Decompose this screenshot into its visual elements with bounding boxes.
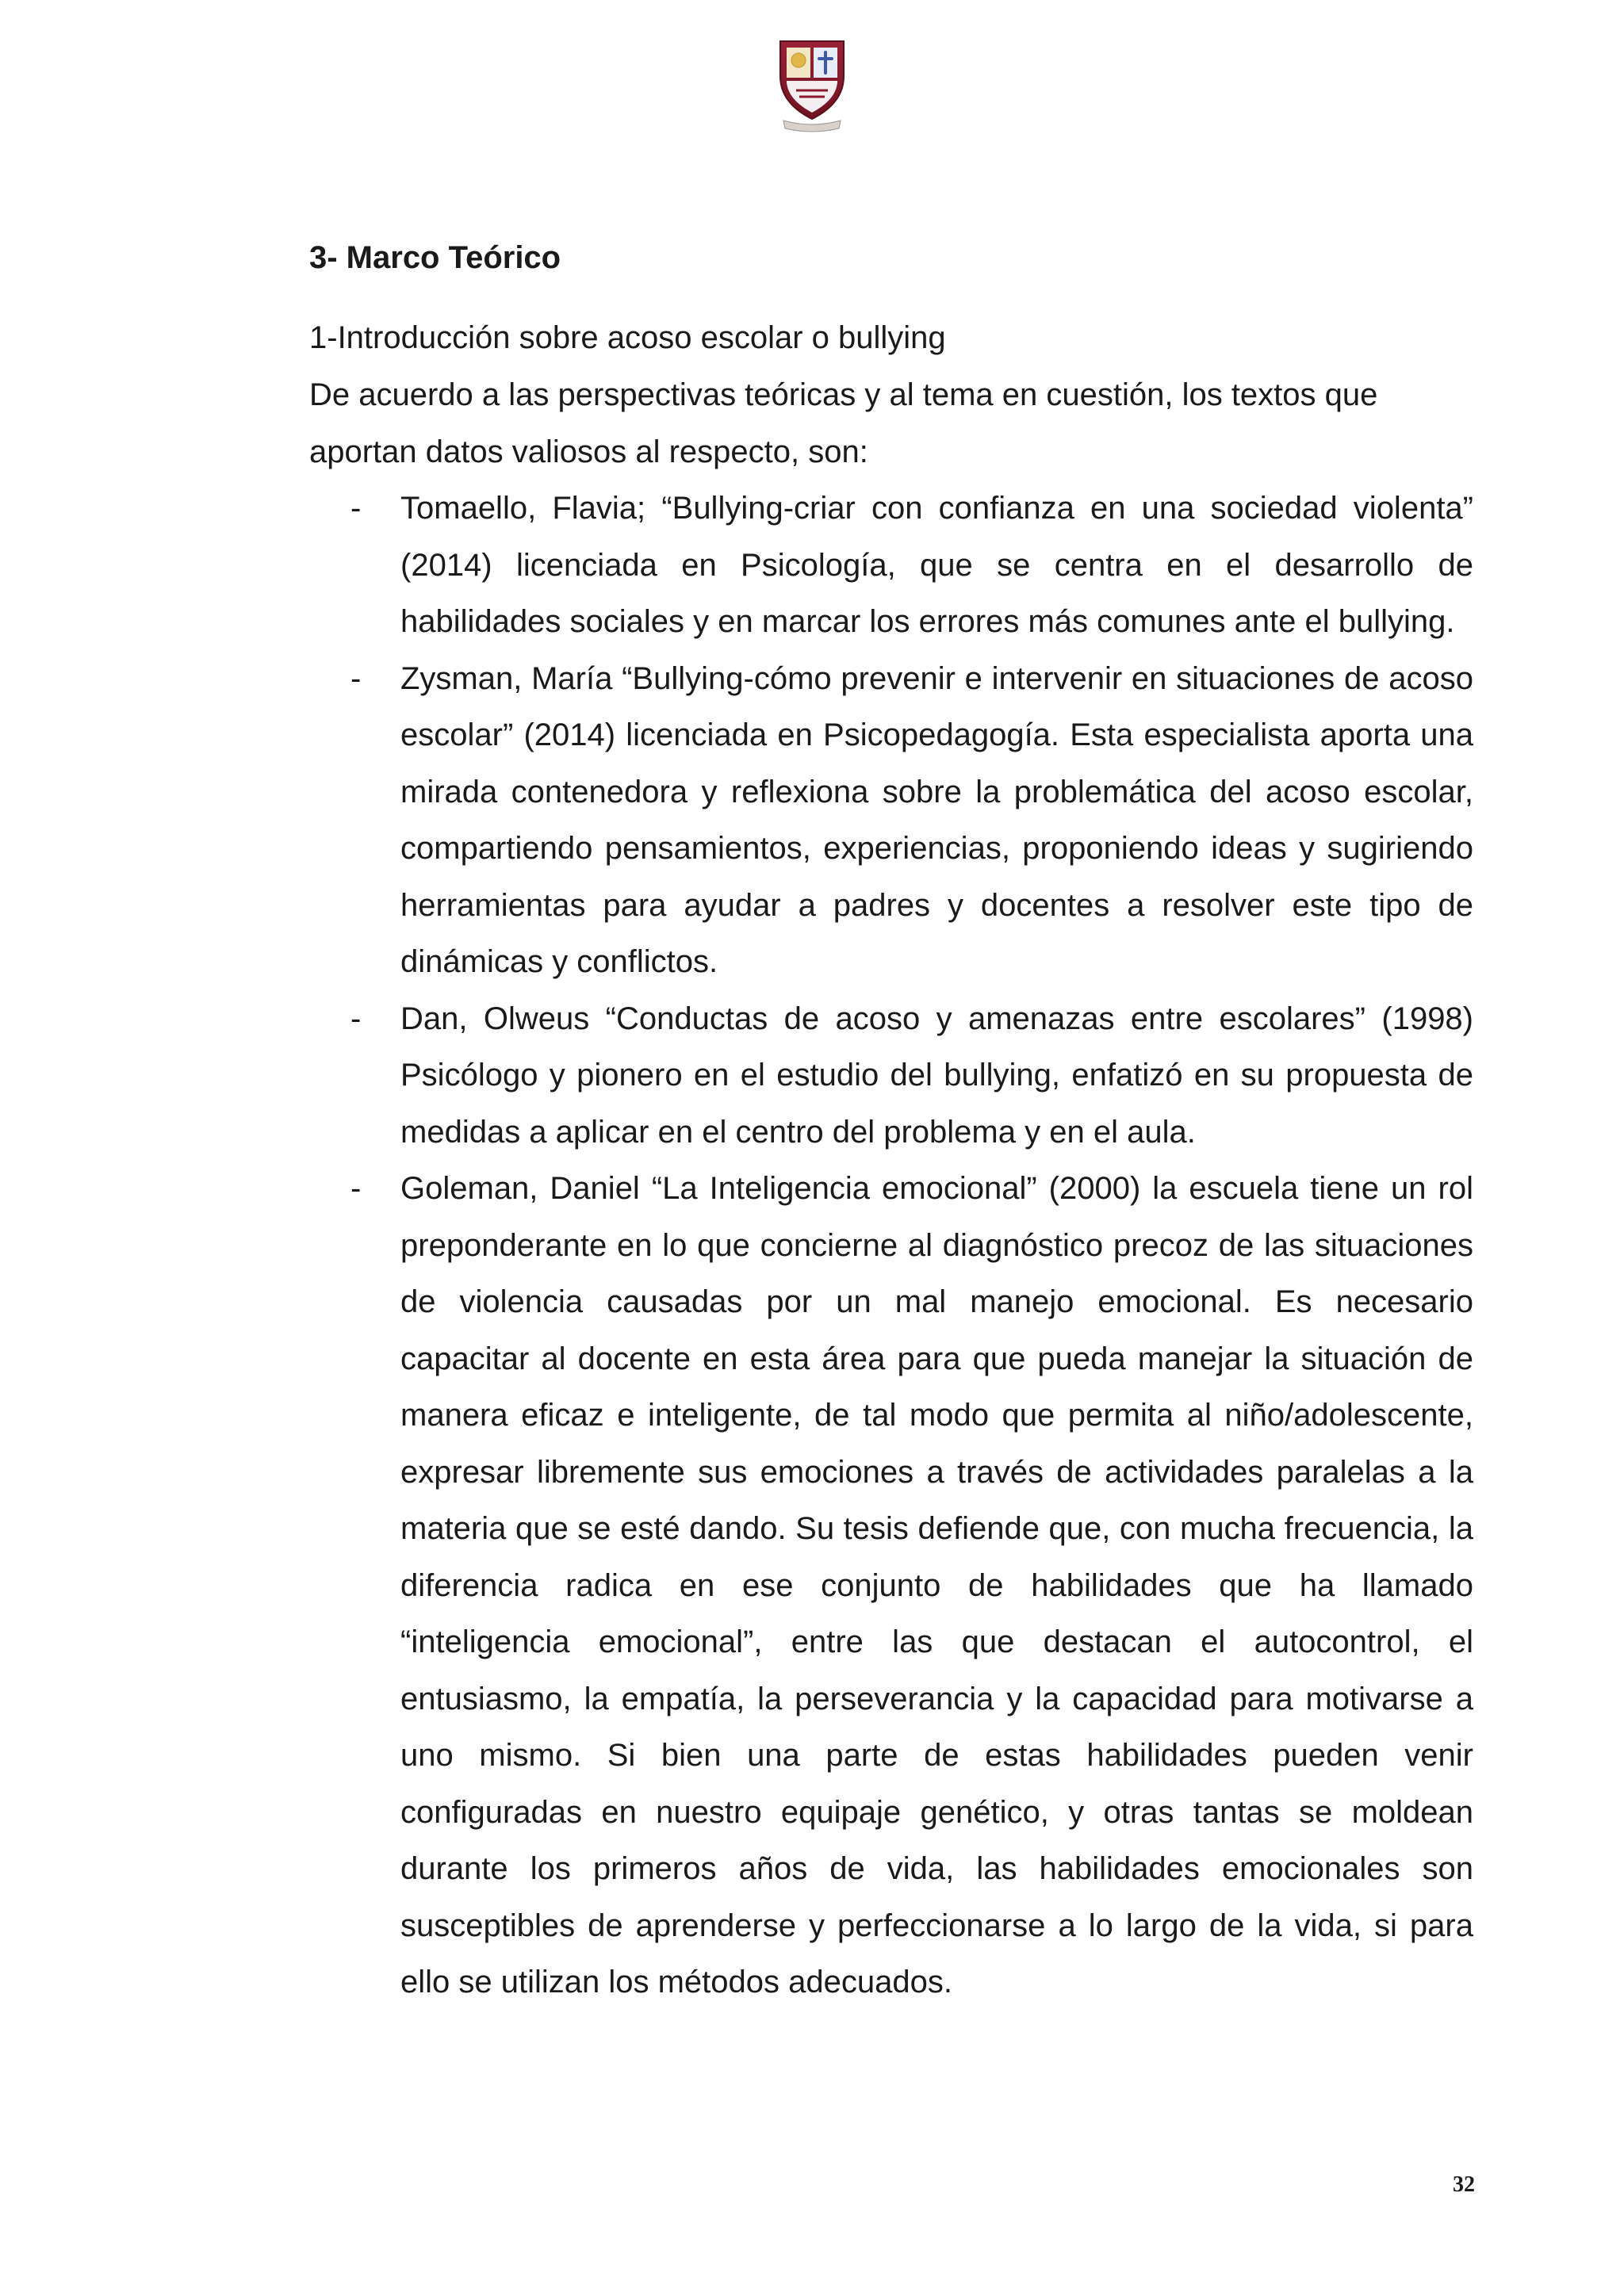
- list-bullet: -: [350, 1171, 362, 1206]
- list-item: [309, 480, 1473, 651]
- list-item: [309, 651, 1473, 991]
- list-bullet: -: [350, 491, 362, 526]
- reference-text: Goleman, Daniel “La Inteligencia emocional” (2000) la escuela tiene un rol preponderante en lo que concierne al diagnóstico precoz de las situaciones de violencia causadas por un mal manejo emocional. Es necesario capacitar al docente en esta área para que pueda manejar la situación de manera eficaz e inteligente, de tal modo que permita al niño/adolescente, expresar libremente sus emociones a través de actividades paralelas a la materia que se esté dando. Su tesis defiende que, con mucha frecuencia, la diferencia radica en ese conjunto de habilidades que ha llamado “inteligencia emocional”, entre las que destacan el autocontrol, el entusiasmo, la empatía, la perseverancia y la capacidad para motivarse a uno mismo. Si bien una parte de estas habilidades pueden venir configuradas en nuestro equipaje genético, y otras tantas se moldean durante los primeros años de vida, las habilidades emocionales son susceptibles de aprenderse y perfeccionarse a lo largo de la vida, si para ello se utilizan los métodos adecuados.: [400, 1171, 1473, 1999]
- intro-paragraph: De acuerdo a las perspectivas teóricas y al tema en cuestión, los textos que aportan datos valiosos al respecto, son:: [309, 377, 1378, 469]
- document-body: [309, 230, 1473, 2011]
- list-bullet: -: [350, 660, 362, 696]
- references-list: [309, 480, 1473, 2011]
- list-bullet: -: [350, 1001, 362, 1036]
- institution-crest-logo: [772, 30, 852, 133]
- page-number: 32: [1453, 2172, 1475, 2197]
- intro-subtitle: 1-Introducción sobre acoso escolar o bullying: [309, 320, 946, 355]
- list-item: [309, 991, 1473, 1161]
- reference-text: Tomaello, Flavia; “Bullying-criar con confianza en una sociedad violenta” (2014) licenciada en Psicología, que se centra en el desarrollo de habilidades sociales y en marcar los errores más comunes ante el bullying.: [400, 491, 1473, 639]
- section-title: 3- Marco Teórico: [309, 240, 561, 275]
- reference-text: Dan, Olweus “Conductas de acoso y amenazas entre escolares” (1998) Psicólogo y pionero en el estudio del bullying, enfatizó en su propuesta de medidas a aplicar en el centro del problema y en el aula.: [400, 1001, 1473, 1150]
- list-item: [309, 1161, 1473, 2011]
- reference-text: Zysman, María “Bullying-cómo prevenir e intervenir en situaciones de acoso escolar” (2014) licenciada en Psicopedagogía. Esta especialista aporta una mirada contenedora y reflexiona sobre la problemática del acoso escolar, compartiendo pensamientos, experiencias, proponiendo ideas y sugiriendo herramientas para ayudar a padres y docentes a resolver este tipo de dinámicas y conflictos.: [400, 660, 1473, 979]
